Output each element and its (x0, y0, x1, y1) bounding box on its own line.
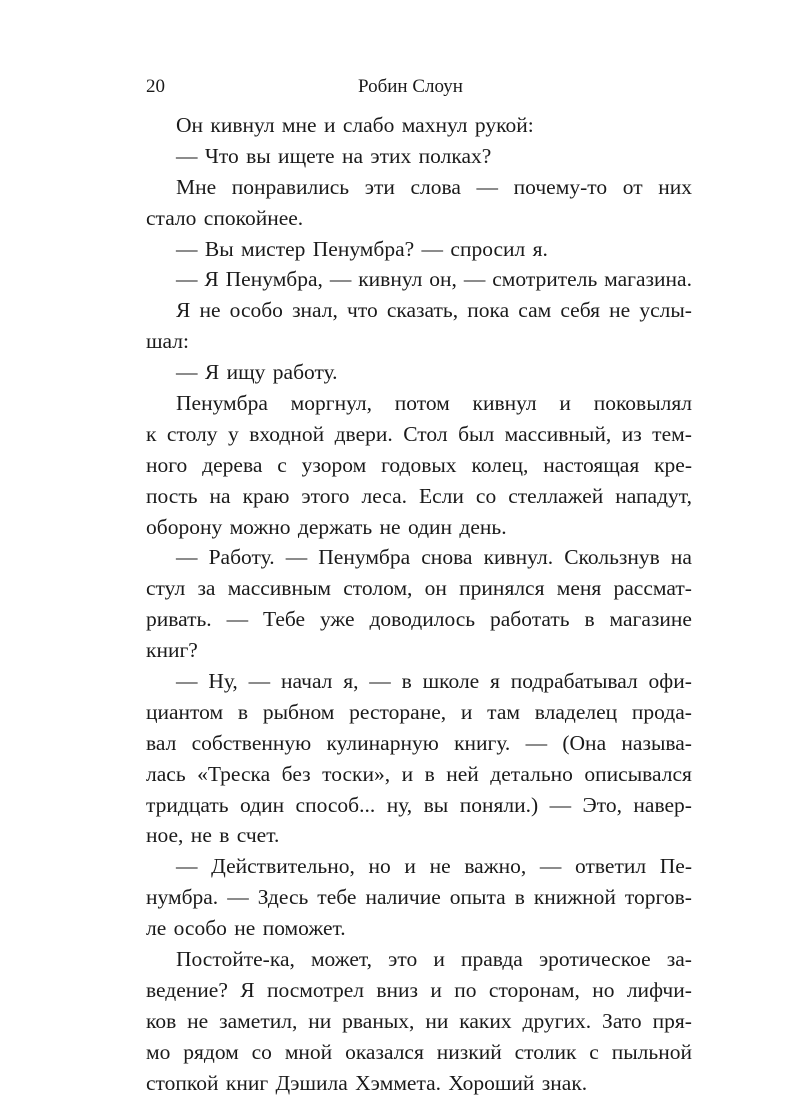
text-line: — Ну, — начал я, — в школе я подрабатывал офи- (176, 669, 692, 694)
text-line: пость на краю этого леса. Если со стеллажей нападут, (146, 483, 692, 508)
text-line: ков не заметил, ни рваных, ни каких других. Зато пря- (146, 1008, 692, 1033)
text-line: Постойте-ка, может, это и правда эротическое за- (176, 947, 692, 972)
text-line: Мне понравились эти слова — почему-то от них (176, 174, 692, 199)
text-line: оборону можно держать не один день. (146, 514, 507, 539)
text-line: ле особо не поможет. (146, 916, 346, 941)
text-line: нумбра. — Здесь тебе наличие опыта в книжной торгов- (146, 885, 692, 910)
text-line: — Я Пенумбра, — кивнул он, — смотритель магазина. (176, 267, 692, 292)
text-line: тридцать один способ... ну, вы поняли.) — Это, навер- (146, 792, 692, 817)
text-line: ривать. — Тебе уже доводилось работать в магазине (146, 607, 692, 632)
text-line: шал: (146, 329, 189, 354)
text-line: ведение? Я посмотрел вниз и по сторонам, но лифчи- (146, 977, 692, 1002)
text-line: — Что вы ищете на этих полках? (176, 143, 492, 168)
page-number: 20 (146, 76, 165, 97)
text-line: Пенумбра моргнул, потом кивнул и поковылял (176, 391, 692, 416)
body-text (146, 110, 692, 1099)
text-line: Я не особо знал, что сказать, пока сам себя не услы- (176, 298, 692, 323)
text-line: — Вы мистер Пенумбра? — спросил я. (176, 236, 548, 261)
text-line: стопкой книг Дэшила Хэммета. Хороший знак. (146, 1070, 588, 1095)
text-line: стул за массивным столом, он принялся меня рассмат- (146, 576, 692, 601)
running-head (146, 74, 504, 100)
text-line: мо рядом со мной оказался низкий столик с пыльной (146, 1039, 692, 1064)
text-line: — Я ищу работу. (176, 360, 338, 385)
text-line: ного дерева с узором годовых колец, настоящая кре- (146, 452, 692, 477)
text-line: циантом в рыбном ресторане, и там владелец прода- (146, 699, 692, 724)
text-line: ное, не в счет. (146, 823, 280, 848)
text-line: — Действительно, но и не важно, — ответил Пе- (176, 854, 692, 879)
text-line: Он кивнул мне и слабо махнул рукой: (176, 113, 534, 137)
text-line: к столу у входной двери. Стол был массивный, из тем- (146, 421, 692, 446)
text-line: книг? (146, 638, 198, 663)
running-title: Робин Слоун (358, 76, 463, 97)
text-line: — Работу. — Пенумбра снова кивнул. Скользнув на (176, 545, 692, 570)
text-line: вал собственную кулинарную книгу. — (Она называ- (146, 730, 692, 755)
text-line: лась «Треска без тоски», и в ней детально описывался (146, 761, 692, 786)
text-line: стало спокойнее. (146, 205, 304, 230)
